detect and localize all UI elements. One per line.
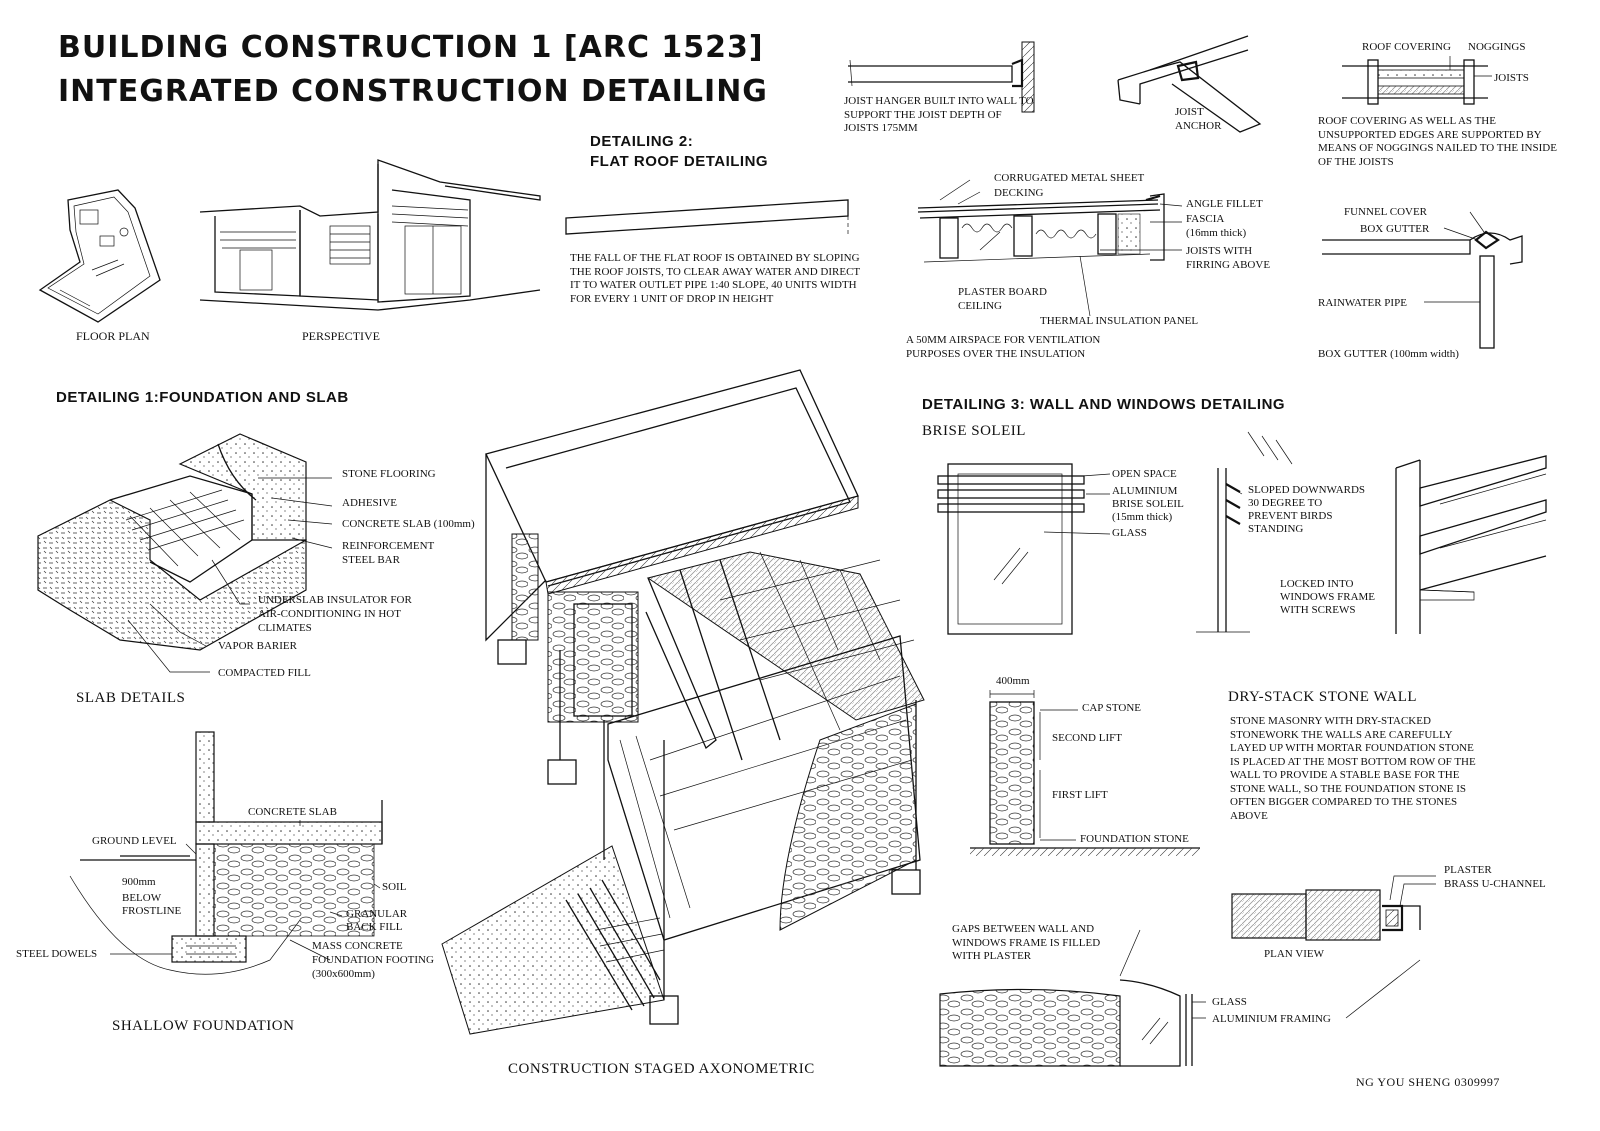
adhesive-label: ADHESIVE (342, 497, 397, 509)
plan-view-sketch (1232, 890, 1420, 940)
funnel-cover-label: FUNNEL COVER (1344, 206, 1428, 218)
foundation-stone-label: FOUNDATION STONE (1080, 833, 1189, 845)
granular-label-2: BACK FILL (346, 921, 403, 933)
sloped-label-1: SLOPED DOWNWARDS (1248, 484, 1366, 496)
roof-covering-label: ROOF COVERING (1362, 41, 1451, 53)
ground-level-label: GROUND LEVEL (92, 835, 177, 847)
vapor-label: VAPOR BARIER (218, 640, 297, 652)
frostline-label-3: FROSTLINE (122, 905, 182, 917)
aluminium-label-3: (15mm thick) (1112, 511, 1173, 523)
shallow-foundation-sketch (70, 732, 382, 974)
joist-anchor-label: JOIST ANCHOR (1175, 106, 1222, 132)
brise-soleil-heading: BRISE SOLEIL (922, 423, 1026, 439)
joists-label: JOISTS (1494, 72, 1529, 84)
perspective-sketch (200, 160, 540, 310)
frostline-label-2: BELOW (122, 892, 162, 904)
box-gutter-width-label: BOX GUTTER (100mm width) (1318, 348, 1459, 360)
sloped-label-3: PREVENT BIRDS (1248, 510, 1333, 522)
aluminium-label-2: BRISE SOLEIL (1112, 498, 1184, 510)
underslab-label-3: CLIMATES (258, 622, 312, 634)
angle-fillet-label: ANGLE FILLET (1186, 198, 1263, 210)
joist-hanger-text: JOIST HANGER BUILT INTO WALL TO SUPPORT THE JOIST DEPTH OF JOISTS 175MM (844, 95, 1034, 134)
aluminium-framing-label: ALUMINIUM FRAMING (1212, 1013, 1331, 1025)
soil-label: SOIL (382, 881, 407, 893)
box-gutter-label: BOX GUTTER (1360, 223, 1430, 235)
reinforcement-label-1: REINFORCEMENT (342, 540, 435, 552)
locked-label-1: LOCKED INTO (1280, 578, 1354, 590)
granular-label-1: GRANULAR (346, 908, 408, 920)
dry-stack-text: STONE MASONRY WITH DRY-STACKED STONEWORK THE WALLS ARE CAREFULLY LAYED UP WITH MORTAR FOUNDATION STONE IS PLACED AT THE MOST BOTTOM ROW OF THE WALL TO PROVIDE A STABLE BASE FOR THE STONE WALL, SO THE FOUNDATION STONE IS OFTEN BIGGER COMPARED TO THE STONES ABOVE (1230, 715, 1476, 822)
detailing-1-heading: DETAILING 1:FOUNDATION AND SLAB (56, 389, 349, 406)
roof-slope-sketch (566, 200, 848, 234)
box-gutter-sketch (1322, 232, 1522, 348)
detailing-2-heading-line-1: DETAILING 2: (590, 133, 694, 150)
detailing-3-heading: DETAILING 3: WALL AND WINDOWS DETAILING (922, 396, 1286, 413)
wall-window-sketch (940, 980, 1192, 1066)
rainwater-pipe-label: RAINWATER PIPE (1318, 297, 1407, 309)
frostline-label-1: 900mm (122, 876, 156, 888)
plaster-label: PLASTER (1444, 864, 1492, 876)
brise-soleil-sketch (938, 464, 1084, 634)
concrete-slab-label: CONCRETE SLAB (100mm) (342, 518, 475, 530)
locked-label-2: WINDOWS FRAME (1280, 591, 1376, 603)
stone-flooring-label: STONE FLOORING (342, 468, 436, 480)
roof-section-sketch (918, 194, 1164, 262)
window-fins-sketch (1396, 456, 1546, 634)
foundation-concrete-slab-label: CONCRETE SLAB (248, 806, 337, 818)
underslab-label-1: UNDERSLAB INSULATOR FOR (258, 594, 412, 606)
detailing-2-heading-line-2: FLAT ROOF DETAILING (590, 153, 769, 170)
first-lift-label: FIRST LIFT (1052, 789, 1108, 801)
stone-width-label: 400mm (996, 675, 1030, 687)
compacted-fill-label: COMPACTED FILL (218, 667, 311, 679)
noggings-label: NOGGINGS (1468, 41, 1526, 53)
perspective-caption: PERSPECTIVE (302, 329, 381, 343)
locked-label-3: WITH SCREWS (1280, 604, 1356, 616)
shallow-foundation-caption: SHALLOW FOUNDATION (112, 1018, 295, 1034)
mass-concrete-label-3: (300x600mm) (312, 968, 375, 980)
author-credit: NG YOU SHENG 0309997 (1356, 1075, 1500, 1089)
dry-stack-heading: DRY-STACK STONE WALL (1228, 689, 1418, 705)
gaps-text: GAPS BETWEEN WALL AND WINDOWS FRAME IS FILLED WITH PLASTER (952, 923, 1101, 962)
joists-with-label: JOISTS WITH (1186, 245, 1253, 257)
axonometric-sketch (442, 370, 924, 1034)
decking-label: DECKING (994, 187, 1044, 199)
slab-details-caption: SLAB DETAILS (76, 690, 186, 706)
mass-concrete-label-2: FOUNDATION FOOTING (312, 954, 434, 966)
cap-stone-label: CAP STONE (1082, 702, 1141, 714)
sloped-label-4: STANDING (1248, 523, 1304, 535)
reinforcement-label-2: STEEL BAR (342, 554, 400, 566)
second-lift-label: SECOND LIFT (1052, 732, 1122, 744)
underslab-label-2: AIR-CONDITIONING IN HOT (258, 608, 401, 620)
brise-glass-label: GLASS (1112, 527, 1147, 539)
sloped-label-2: 30 DEGREE TO (1248, 497, 1323, 509)
corrugated-label: CORRUGATED METAL SHEET (994, 172, 1145, 184)
plaster-board-label: PLASTER BOARD (958, 286, 1047, 298)
brass-channel-label: BRASS U-CHANNEL (1444, 878, 1546, 890)
airspace-text: A 50MM AIRSPACE FOR VENTILATION PURPOSES OVER THE INSULATION (906, 334, 1101, 360)
window-glass-label: GLASS (1212, 996, 1247, 1008)
title-line-2: INTEGRATED CONSTRUCTION DETAILING (58, 74, 768, 109)
fascia-thick-label: (16mm thick) (1186, 227, 1247, 239)
open-space-label: OPEN SPACE (1112, 468, 1177, 480)
noggings-text: ROOF COVERING AS WELL AS THE UNSUPPORTED EDGES ARE SUPPORTED BY MEANS OF NOGGINGS NAILED TO THE INSIDE OF THE JOISTS (1318, 115, 1557, 168)
axonometric-caption: CONSTRUCTION STAGED AXONOMETRIC (508, 1061, 815, 1077)
plan-view-label: PLAN VIEW (1264, 948, 1324, 960)
fascia-label: FASCIA (1186, 213, 1225, 225)
roof-fall-text: THE FALL OF THE FLAT ROOF IS OBTAINED BY SLOPING THE ROOF JOISTS, TO CLEAR AWAY WATER AND DIRECT IT TO WATER OUTLET PIPE 1:40 SLOPE, 40 UNITS WIDTH FOR EVERY 1 UNIT OF DROP IN HEIGHT (570, 252, 860, 305)
noggings-sketch (1342, 56, 1492, 104)
floor-plan-sketch (40, 190, 160, 322)
firring-label: FIRRING ABOVE (1186, 259, 1271, 271)
thermal-label: THERMAL INSULATION PANEL (1040, 315, 1199, 327)
floor-plan-caption: FLOOR PLAN (76, 329, 150, 343)
mass-concrete-label-1: MASS CONCRETE (312, 940, 403, 952)
steel-dowels-label: STEEL DOWELS (16, 948, 98, 960)
title-line-1: BUILDING CONSTRUCTION 1 [ARC 1523] (58, 30, 764, 65)
ceiling-label: CEILING (958, 300, 1002, 312)
aluminium-label-1: ALUMINIUM (1112, 485, 1178, 497)
